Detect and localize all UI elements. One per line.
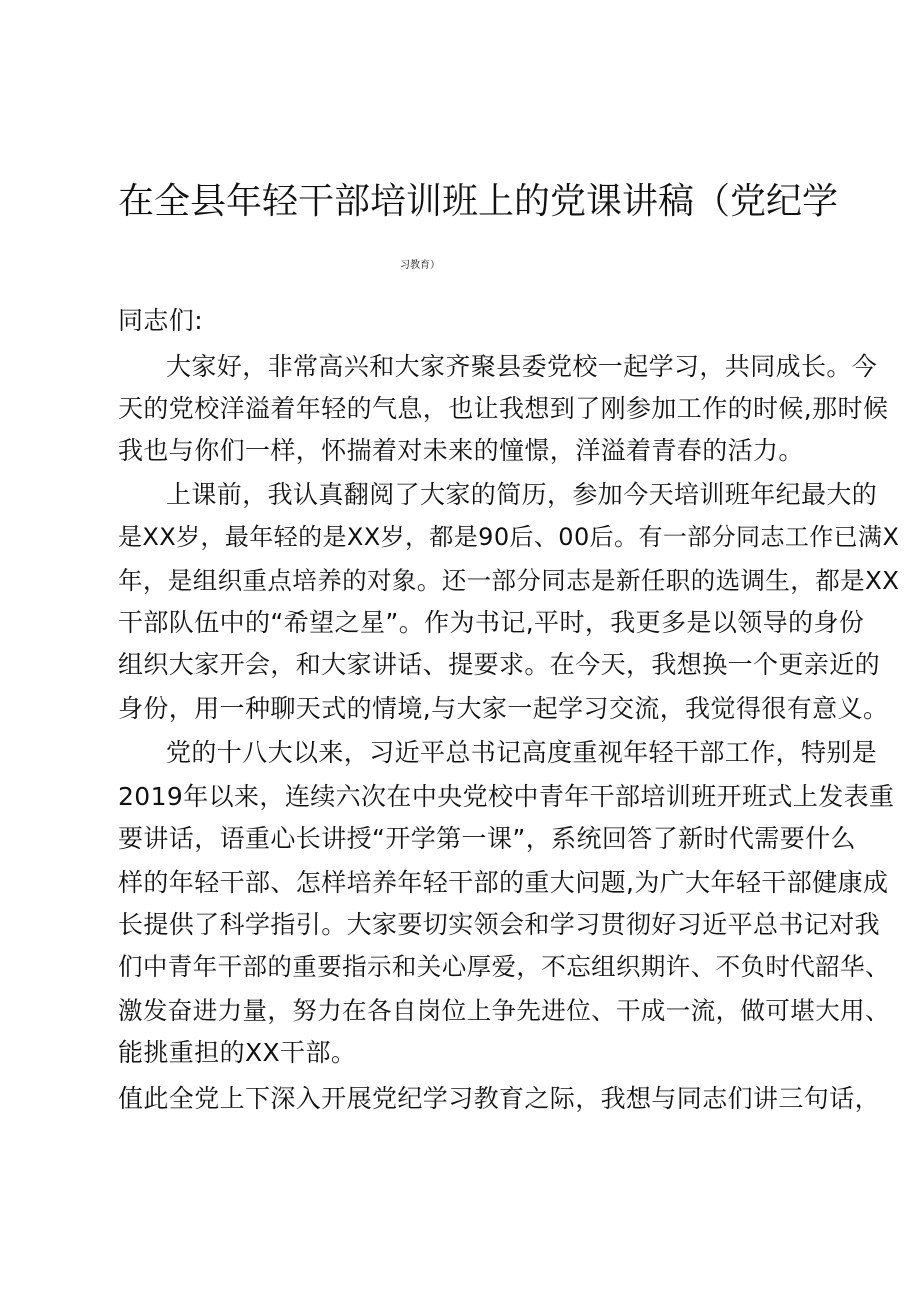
paragraph-line: 是XX岁，最年轻的是XX岁，都是90后、00后。有一部分同志工作已满X	[118, 523, 900, 551]
paragraph-line: 们中青年干部的重要指示和关心厚爱，不忘组织期许、不负时代韶华、	[118, 952, 890, 981]
paragraph-line: 干部队伍中的“希望之星”。作为书记,平时，我更多是以领导的身份	[118, 608, 865, 637]
paragraph-line: 能挑重担的XX干部。	[118, 1038, 357, 1067]
paragraph-line: 大家好，非常高兴和大家齐聚县委党校一起学习，共同成长。今	[166, 352, 878, 381]
paragraph-line: 身份，用一种聊天式的情境,与大家一起学习交流，我觉得很有意义。	[118, 694, 889, 723]
paragraph-line: 激发奋进力量，努力在各自岗位上争先进位、干成一流，做可堪大用、	[118, 996, 890, 1025]
paragraph-line: 党的十八大以来，习近平总书记高度重视年轻干部工作，特别是	[166, 738, 878, 767]
paragraph-line: 长提供了科学指引。大家要切实领会和学习贯彻好习近平总书记对我	[118, 910, 881, 939]
document-title-line-2: 习教育）	[400, 260, 440, 271]
salutation: 同志们:	[118, 306, 204, 335]
paragraph-line: 值此全党上下深入开展党纪学习教育之际，我想与同志们讲三句话，	[118, 1084, 881, 1113]
paragraph-line: 样的年轻干部、怎样培养年轻干部的重大问题,为广大年轻干部健康成	[118, 868, 889, 897]
paragraph-line: 我也与你们一样，怀揣着对未来的憧憬，洋溢着青春的活力。	[118, 436, 804, 465]
paragraph-line: 组织大家开会，和大家讲话、提要求。在今天，我想换一个更亲近的	[118, 650, 881, 679]
paragraph-line: 天的党校洋溢着年轻的气息，也让我想到了刚参加工作的时候,那时候	[118, 394, 889, 423]
document-title-line-1: 在全县年轻干部培训班上的党课讲稿（党纪学	[118, 181, 839, 222]
paragraph-line: 上课前，我认真翻阅了大家的简历，参加今天培训班年纪最大的	[166, 480, 878, 509]
paragraph-line: 2019年以来，连续六次在中央党校中青年干部培训班开班式上发表重	[118, 782, 895, 811]
paragraph-line: 要讲话，语重心长讲授“开学第一课”，系统回答了新时代需要什么	[118, 824, 856, 853]
paragraph-line: 年，是组织重点培养的对象。还一部分同志是新任职的选调生，都是XX	[118, 566, 900, 595]
